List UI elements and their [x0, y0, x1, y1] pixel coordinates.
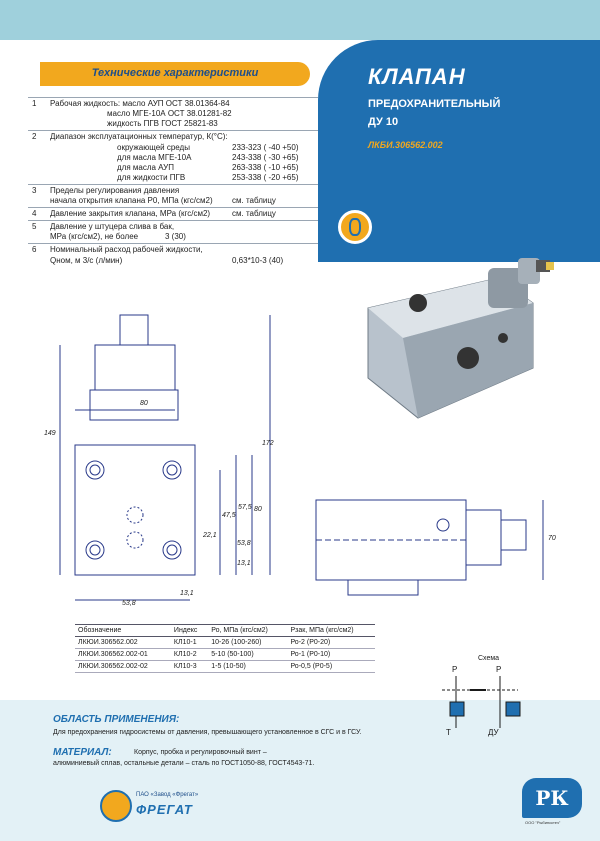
table-cell: ЛКЮИ.306562.002-02: [75, 661, 171, 673]
table-cell: КЛ10-1: [171, 637, 208, 649]
product-title: КЛАПАН: [368, 64, 466, 89]
dim-label: 80: [254, 506, 262, 513]
product-size: ДУ 10: [368, 116, 399, 128]
column-header: Индекс: [171, 625, 208, 637]
dim-label: 22,1: [203, 532, 217, 539]
fregat-logo-icon: [100, 790, 132, 822]
spec-row-label: для масла МГЕ-10А: [117, 153, 192, 162]
spec-value: 3 (30): [165, 232, 186, 241]
divider: [28, 97, 318, 98]
table-row: [75, 649, 375, 661]
variants-table: [75, 624, 375, 673]
spec-line: жидкость ПГВ ГОСТ 25821-83: [107, 119, 218, 128]
column-header: Ро, МПа (кгс/см2): [208, 625, 287, 637]
table-cell: Ро-2 (Р0-20): [287, 637, 375, 649]
table-row: [75, 637, 375, 649]
scheme-port-label: Р: [496, 665, 502, 674]
table-row: [75, 661, 375, 673]
dim-label: 149: [44, 430, 56, 437]
spec-line: Рабочая жидкость: масло АУП ОСТ 38.01364-84: [50, 99, 230, 108]
table-cell: КЛ10-2: [171, 649, 208, 661]
spec-row-value: 243-338 ( -30 +65): [232, 153, 299, 162]
spec-line: Номинальный расход рабочей жидкости,: [50, 245, 203, 254]
dim-label: 80: [140, 400, 148, 407]
spec-num: 5: [32, 222, 37, 231]
dim-label: 70: [548, 535, 556, 542]
dim-label: 172: [262, 440, 274, 447]
company-brand: ФРЕГАТ: [136, 802, 193, 817]
rk-logo: РК: [522, 778, 582, 818]
spec-row-label: окружающей среды: [117, 143, 190, 152]
column-header: Обозначение: [75, 625, 171, 637]
divider: [28, 184, 318, 185]
divider: [28, 220, 318, 221]
table-cell: КЛ10-3: [171, 661, 208, 673]
scheme-port-label: Р: [452, 665, 458, 674]
dim-label: 13,1: [180, 590, 194, 597]
divider: [28, 243, 318, 244]
table-cell: 1-5 (10-50): [208, 661, 287, 673]
table-cell: Ро-1 (Р0-10): [287, 649, 375, 661]
spec-line: масло МГЕ-10А ОСТ 38.01281-82: [107, 109, 232, 118]
spec-row-value: 253-338 ( -20 +65): [232, 173, 299, 182]
dim-label: 13,1: [237, 560, 251, 567]
dim-label: 53,8: [237, 540, 251, 547]
application-text: Для предохранения гидросистемы от давления, превышающего установленное в СГС и в ГСУ.: [53, 729, 362, 736]
spec-num: 4: [32, 209, 37, 218]
company-name: ПАО «Завод «Фрегат»: [136, 792, 199, 798]
brand-logo-inner-icon: [349, 218, 361, 236]
scheme-port-label: ДУ: [488, 728, 499, 737]
scheme-title: Схема: [478, 655, 500, 662]
spec-row-value: см. таблицу: [232, 196, 276, 205]
spec-line: Диапазон эксплуатационных температур, К(°С):: [50, 132, 228, 141]
product-subtitle: ПРЕДОХРАНИТЕЛЬНЫЙ: [368, 98, 501, 110]
divider: [28, 207, 318, 208]
material-text: Корпус, пробка и регулировочный винт –: [134, 749, 267, 756]
spec-line: МРа (кгс/см2), не более: [50, 232, 139, 241]
spec-value: см. таблицу: [232, 209, 276, 218]
spec-value: 0,63*10-3 (40): [232, 256, 284, 265]
table-cell: ЛКЮИ.306562.002: [75, 637, 171, 649]
scheme-port-label: Т: [446, 728, 451, 737]
table-cell: 5-10 (50-100): [208, 649, 287, 661]
table-cell: 10-26 (100-260): [208, 637, 287, 649]
spec-num: 1: [32, 99, 37, 108]
column-header: Рзак, МПа (кгс/см2): [287, 625, 375, 637]
material-heading: МАТЕРИАЛ:: [53, 747, 112, 758]
spec-row-label: начала открытия клапана Р0, МПа (кгс/см2): [50, 196, 213, 205]
front-view-drawing: [40, 305, 310, 615]
spec-num: 2: [32, 132, 37, 141]
specs-title: Технические характеристики: [91, 67, 259, 79]
spec-row-value: 263-338 ( -10 +65): [232, 163, 299, 172]
dim-label: 53,8: [122, 600, 136, 607]
table-cell: ЛКЮИ.306562.002-01: [75, 649, 171, 661]
spec-num: 3: [32, 186, 37, 195]
spec-line: Пределы регулирования давления: [50, 186, 180, 195]
spec-row-value: 233-323 ( -40 +50): [232, 143, 299, 152]
top-band: [0, 0, 600, 40]
product-photo: [358, 248, 568, 438]
side-view-drawing: [308, 490, 568, 610]
table-header-row: [75, 625, 375, 637]
dim-label: 57,5: [238, 504, 252, 511]
hydraulic-scheme-diagram: [440, 676, 530, 728]
dim-label: 47,5: [222, 512, 236, 519]
divider: [28, 130, 318, 131]
rk-caption: ООО "Рыбинсктеч": [525, 820, 561, 825]
material-text: алюминиевый сплав, остальные детали – сталь по ГОСТ1050-88, ГОСТ4543-71.: [53, 760, 315, 767]
product-code: ЛКБИ.306562.002: [368, 140, 443, 150]
table-cell: Ро-0,5 (Р0-5): [287, 661, 375, 673]
spec-row-label: для масла АУП: [117, 163, 174, 172]
spec-num: 6: [32, 245, 37, 254]
spec-line: Qном, м 3/с (л/мин): [50, 256, 123, 265]
spec-line: Давление у штуцера слива в бак,: [50, 222, 175, 231]
application-heading: ОБЛАСТЬ ПРИМЕНЕНИЯ:: [53, 714, 180, 725]
spec-row-label: для жидкости ПГВ: [117, 173, 186, 182]
spec-line: Давление закрытия клапана, МРа (кгс/см2): [50, 209, 211, 218]
